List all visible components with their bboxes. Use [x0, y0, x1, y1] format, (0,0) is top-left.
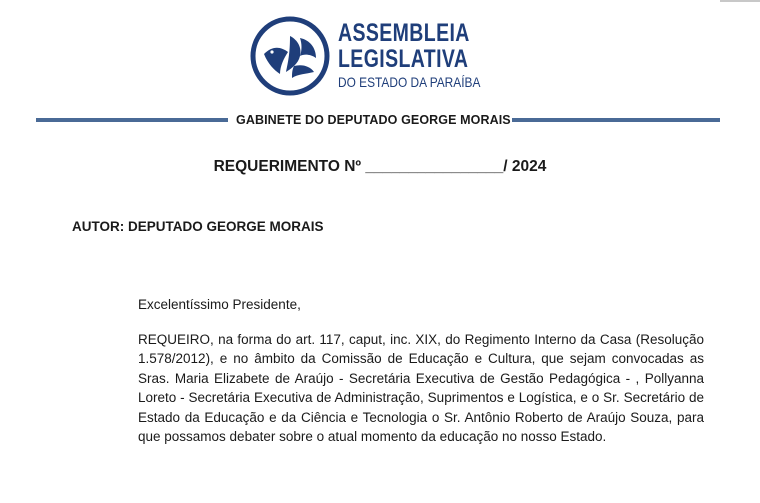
logo-wordmark [338, 20, 507, 91]
cabinet-rule-left [36, 118, 228, 122]
document-title: REQUERIMENTO Nº ________________/ 2024 [213, 158, 547, 175]
letterhead [250, 14, 490, 98]
logo-line-assembleia: ASSEMBLEIA [338, 19, 470, 47]
cabinet-banner [36, 111, 720, 131]
cabinet-title: GABINETE DO DEPUTADO GEORGE MORAIS [236, 113, 511, 127]
logo-line-legislativa: LEGISLATIVA [338, 45, 469, 73]
cabinet-rule-right [512, 118, 720, 122]
salutation: Excelentíssimo Presidente, [138, 297, 301, 312]
request-body-paragraph: REQUEIRO, na forma do art. 117, caput, inc. XIX, do Regimento Interno da Casa (Resolução 1.578/2012), e no âmbito da Comissão de Educação e Cultura, que sejam convocadas as Sras. Maria Elizabete de Araújo - Secretária Executiva de Gestão Pedagógica - , Pollyanna Loreto - Secretária Executiva de Administração, Suprimentos e Logística, e o Sr. Secretário de Estado da Educação e da Ciência e Tecnologia o Sr. Antônio Roberto de Araújo Souza, para que possamos debater sobre o atual momento da educação no nosso Estado. [138, 332, 704, 445]
document-author: AUTOR: DEPUTADO GEORGE MORAIS [72, 219, 324, 234]
page-corner-rule [720, 0, 760, 2]
assembly-dove-logo-icon [250, 16, 330, 96]
logo-line-estado: DO ESTADO DA PARAÍBA [338, 74, 481, 90]
